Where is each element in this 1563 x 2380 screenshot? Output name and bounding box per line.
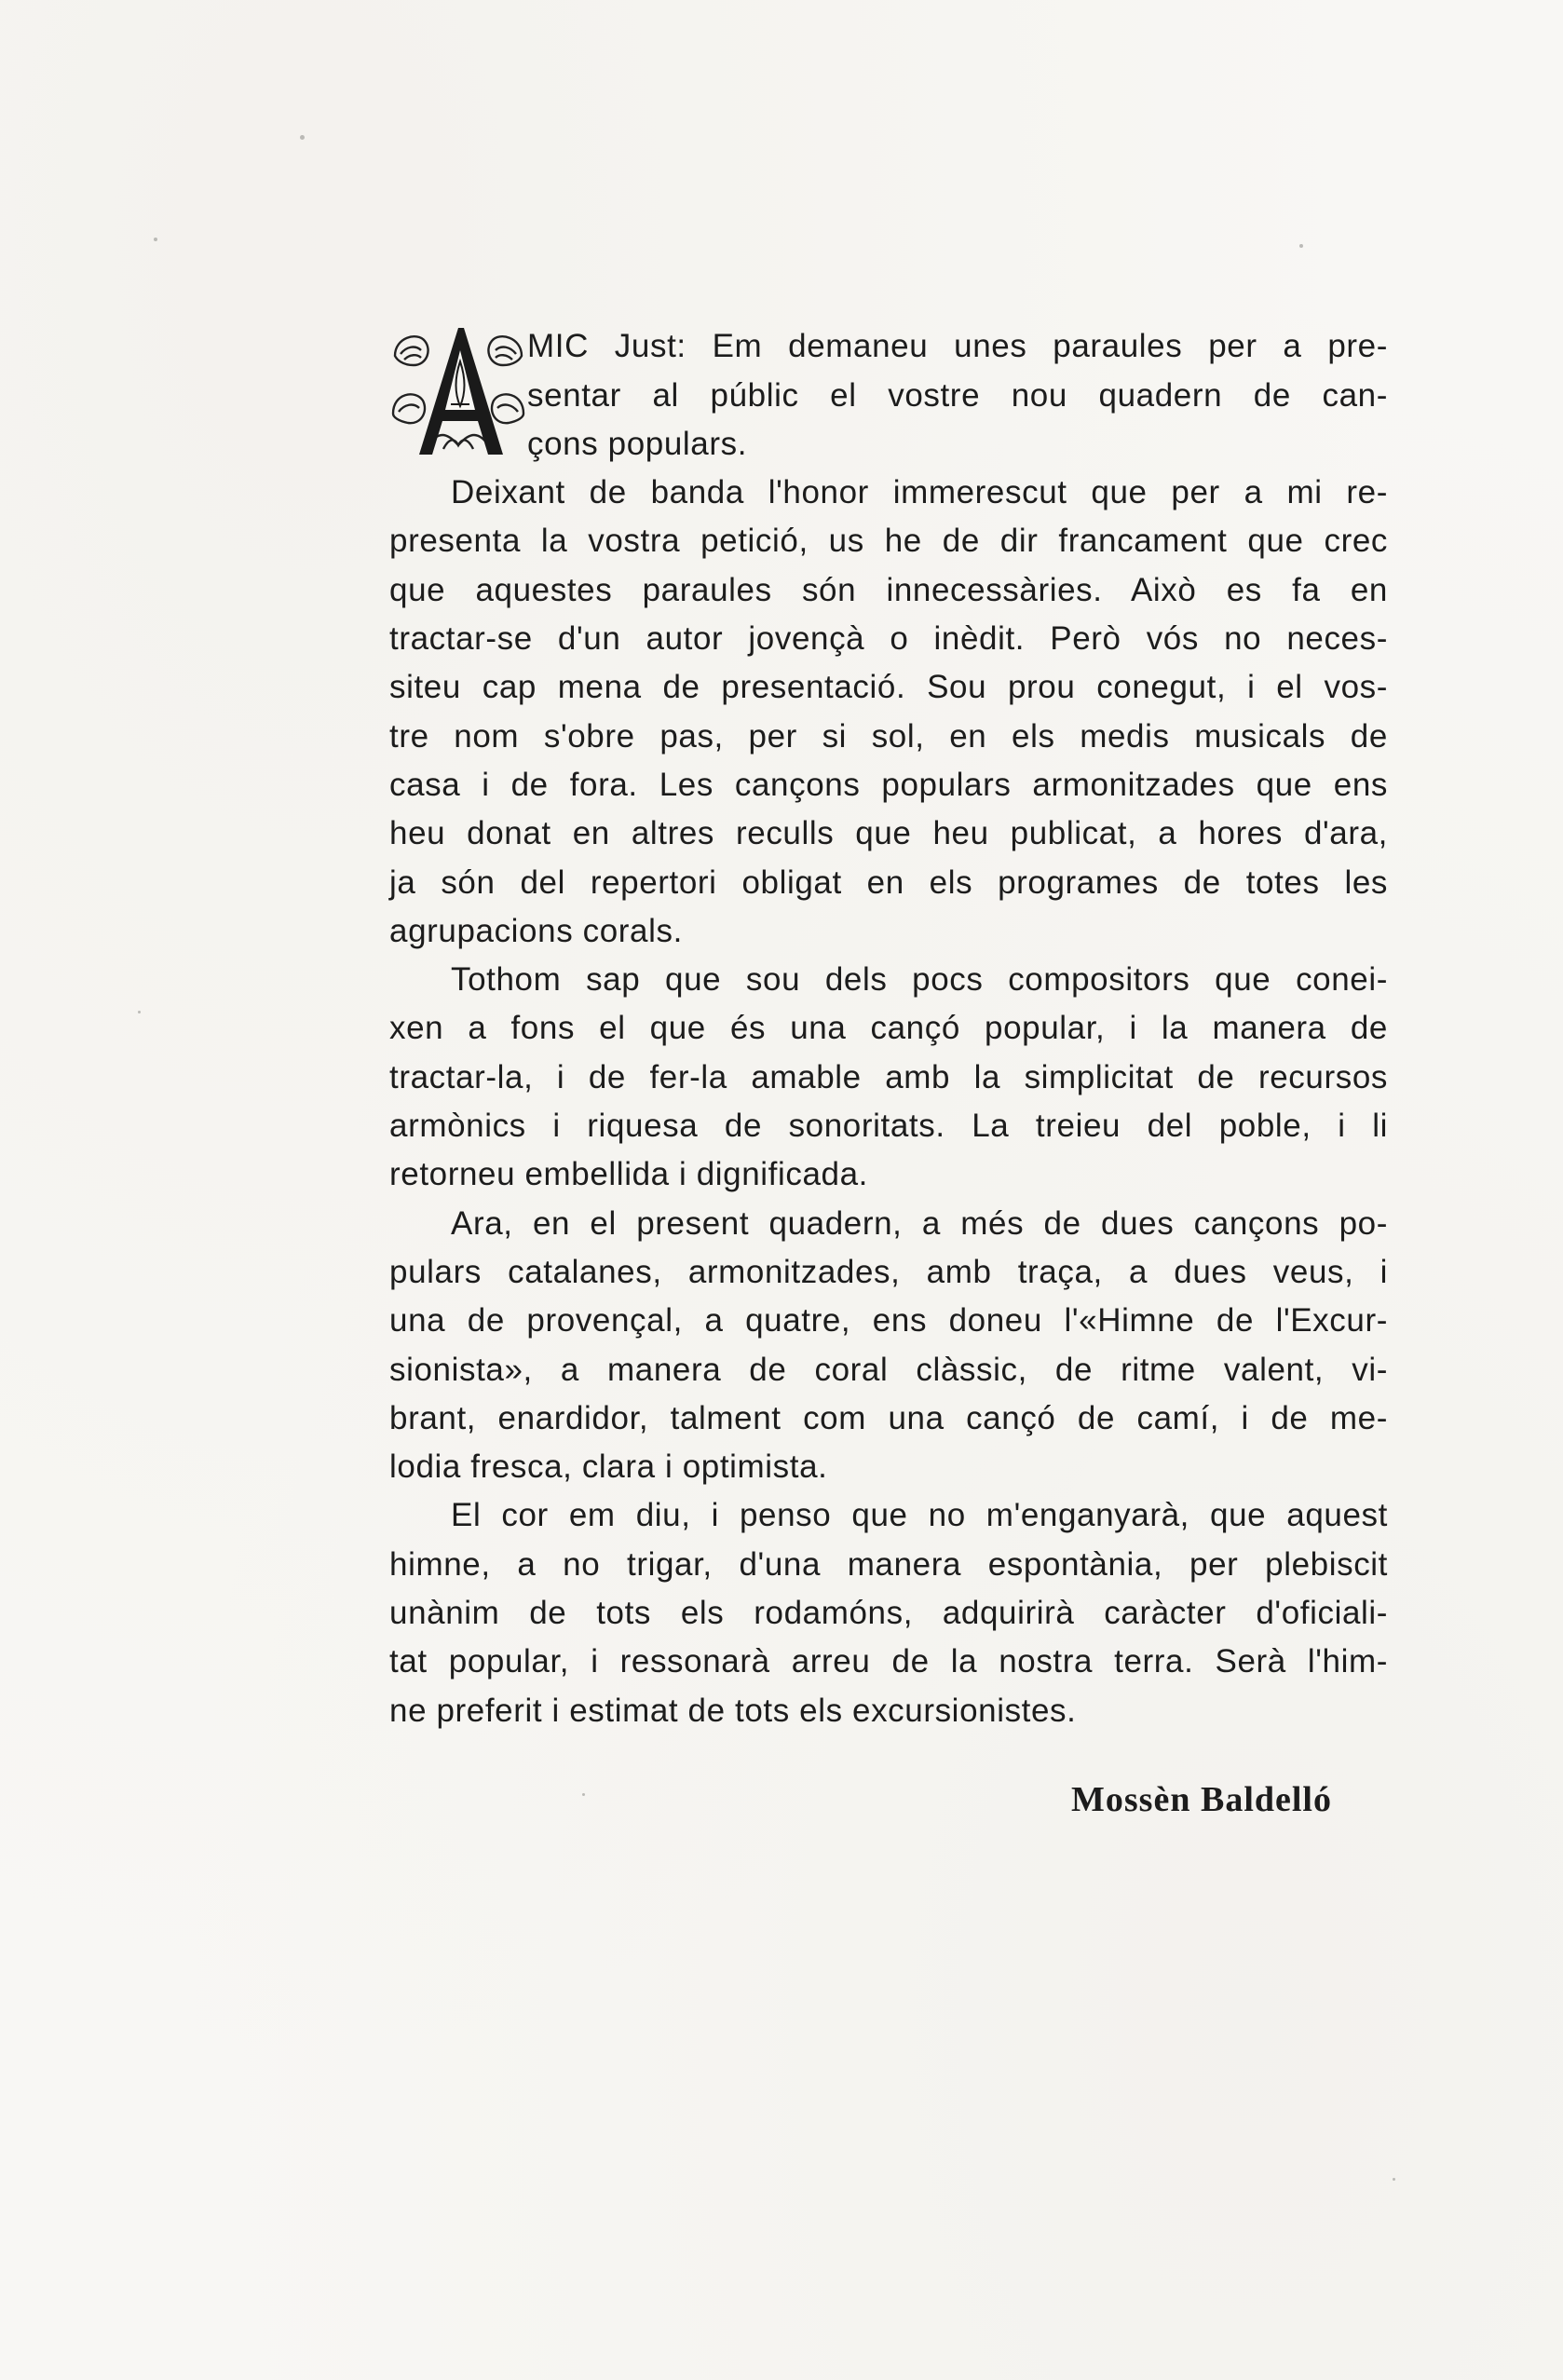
paper-speck xyxy=(138,1011,141,1013)
text-line xyxy=(389,1247,1388,1296)
text-line xyxy=(389,321,1388,370)
text-line xyxy=(389,662,1388,711)
paper-speck xyxy=(582,1793,585,1796)
line-text: Ara, en el present quadern, a més de dues cançons po- xyxy=(451,1204,1388,1242)
line-text: ne preferit i estimat de tots els excursionistes. xyxy=(389,1692,1077,1729)
text-line xyxy=(389,1296,1388,1344)
line-text: tractar-se d'un autor jovençà o inèdit. Però vós no neces- xyxy=(389,620,1388,658)
text-line xyxy=(389,1198,1388,1246)
line-text: heu donat en altres reculls que heu publicat, a hores d'ara, xyxy=(389,815,1389,852)
text-line xyxy=(389,419,1388,468)
line-text: xen a fons el que és una cançó popular, i la manera de xyxy=(389,1010,1388,1047)
line-text: que aquestes paraules són innecessàries. Això es fa en xyxy=(389,571,1388,608)
text-line xyxy=(389,760,1388,809)
line-text: tractar-la, i de fer-la amable amb la simplicitat de recursos xyxy=(389,1058,1388,1095)
line-text: siteu cap mena de presentació. Sou prou conegut, i el vos- xyxy=(389,669,1388,706)
text-line xyxy=(389,614,1388,662)
paper-speck xyxy=(1393,2178,1395,2181)
line-text: armònics i riquesa de sonoritats. La treieu del poble, i li xyxy=(389,1108,1388,1145)
line-text: tat popular, i ressonarà arreu de la nostra terra. Serà l'him- xyxy=(389,1643,1389,1680)
text-line xyxy=(389,1344,1388,1393)
text-line xyxy=(389,468,1388,516)
body-text xyxy=(389,321,1388,1734)
text-line xyxy=(389,1003,1388,1052)
line-text: una de provençal, a quatre, ens doneu l'«Himne de l'Excur- xyxy=(389,1302,1388,1340)
line-text: unànim de tots els rodamóns, adquirirà caràcter d'oficiali- xyxy=(389,1595,1389,1632)
signature: Mossèn Baldelló xyxy=(1071,1780,1332,1819)
text-line xyxy=(389,1588,1388,1637)
line-text: ja són del repertori obligat en els programes de totes les xyxy=(389,864,1388,901)
line-text: MIC Just: Em demaneu unes paraules per a pre- xyxy=(527,328,1388,365)
text-line xyxy=(389,1637,1388,1685)
text-line xyxy=(389,516,1388,564)
paper-speck xyxy=(154,238,157,241)
text-line xyxy=(389,711,1388,759)
line-text: Tothom sap que sou dels pocs compositors que conei- xyxy=(451,961,1388,999)
line-text: sionista», a manera de coral clàssic, de ritme valent, vi- xyxy=(389,1351,1388,1388)
line-text: tre nom s'obre pas, per si sol, en els medis musicals de xyxy=(389,717,1388,755)
text-line xyxy=(389,809,1388,857)
paper-speck xyxy=(1299,244,1303,248)
paper-speck xyxy=(300,135,305,140)
text-line xyxy=(389,906,1388,955)
text-line xyxy=(389,857,1388,905)
text-line xyxy=(389,1490,1388,1539)
line-text: casa i de fora. Les cançons populars armonitzades que ens xyxy=(389,766,1389,803)
line-text: agrupacions corals. xyxy=(389,912,683,949)
text-line xyxy=(389,1149,1388,1198)
line-text: brant, enardidor, talment com una cançó de camí, i de me- xyxy=(389,1399,1388,1436)
line-text: pulars catalanes, armonitzades, amb traça, a dues veus, i xyxy=(389,1253,1388,1290)
text-line xyxy=(389,1052,1388,1100)
line-text: sentar al públic el vostre nou quadern de can- xyxy=(527,376,1389,414)
line-text: çons populars. xyxy=(527,425,748,462)
text-line xyxy=(389,955,1388,1003)
line-text: retorneu embellida i dignificada. xyxy=(389,1156,868,1193)
text-line xyxy=(389,1539,1388,1587)
text-line xyxy=(389,564,1388,613)
text-line xyxy=(389,1685,1388,1734)
line-text: presenta la vostra petició, us he de dir francament que crec xyxy=(389,523,1389,560)
line-text: El cor em diu, i penso que no m'enganyarà, que aquest xyxy=(451,1497,1388,1534)
text-line xyxy=(389,1442,1388,1490)
line-text: lodia fresca, clara i optimista. xyxy=(389,1448,828,1486)
text-line xyxy=(389,1394,1388,1442)
text-line xyxy=(389,1101,1388,1149)
text-line xyxy=(389,370,1388,418)
line-text: himne, a no trigar, d'una manera espontània, per plebiscit xyxy=(389,1545,1389,1583)
line-text: Deixant de banda l'honor immerescut que per a mi re- xyxy=(451,474,1388,511)
